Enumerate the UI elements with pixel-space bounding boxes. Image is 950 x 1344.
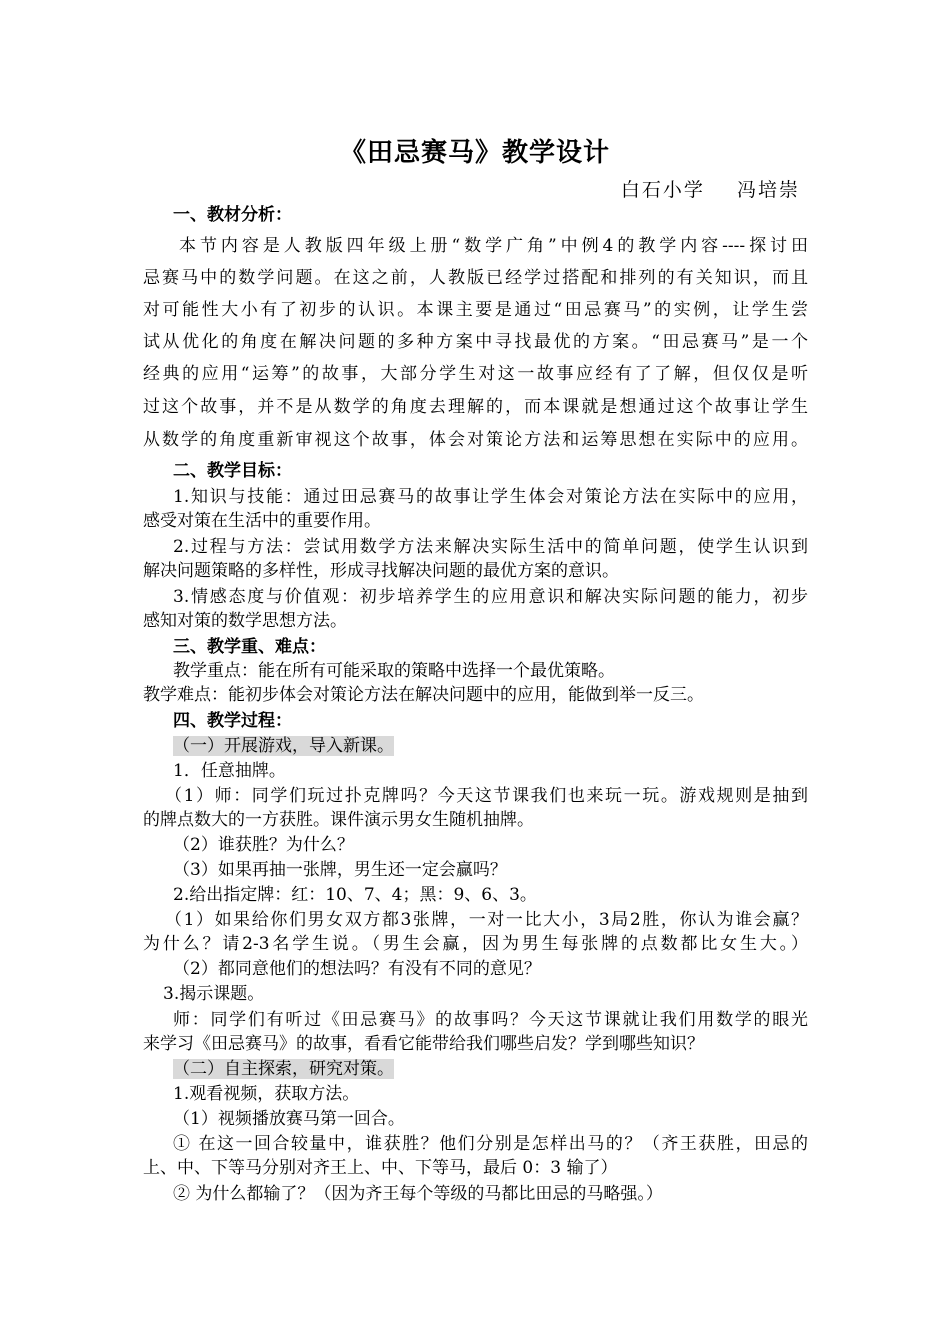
text-line: 忌赛马中的数学问题。在这之前，人教版已经学过搭配和排列的有关知识，而且 [143,268,808,288]
text-line: ① 在这一回合较量中，谁获胜？他们分别是怎样出马的？（齐王获胜，田忌的 [173,1134,808,1154]
text-line: 感知对策的数学思想方法。 [143,611,347,631]
text-line: （2）都同意他们的想法吗？有没有不同的意见？ [173,959,541,979]
text-line: （1）如果给你们男女双方都3张牌，一对一比大小，3局2胜，你认为谁会赢？ [165,910,808,930]
text-line: 1．任意抽牌。 [173,761,286,781]
text-line: 教学难点：能初步体会对策论方法在解决问题中的应用，能做到举一反三。 [143,685,704,705]
text-line: 的牌点数大的一方获胜。课件演示男女生随机抽牌。 [143,810,534,830]
text-line: （1）师：同学们玩过扑克牌吗？今天这节课我们也来玩一玩。游戏规则是抽到 [165,786,808,806]
text-line: （2）谁获胜？为什么？ [173,835,354,855]
text-line: 教学重点：能在所有可能采取的策略中选择一个最优策略。 [173,661,615,681]
author-line [621,175,800,202]
text-line: ② 为什么都输了？（因为齐王每个等级的马都比田忌的马略强。） [173,1184,663,1204]
text-line: 对可能性大小有了初步的认识。本课主要是通过“田忌赛马”的实例，让学生尝 [143,300,808,320]
text-line: 师：同学们有听过《田忌赛马》的故事吗？今天这节课就让我们用数学的眼光 [173,1010,808,1030]
text-line: （1）视频播放赛马第一回合。 [173,1109,405,1129]
shaded-subheading: （二）自主探索，研究对策。 [173,1059,394,1079]
text-line: （3）如果再抽一张牌，男生还一定会赢吗？ [173,860,507,880]
text-line: 1.观看视频，获取方法。 [173,1084,360,1104]
author-name: 冯培崇 [736,179,800,201]
text-line: 2.过程与方法：尝试用数学方法来解决实际生活中的简单问题，使学生认识到 [173,537,808,557]
text-line: 从数学的角度重新审视这个故事，体会对策论方法和运筹思想在实际中的应用。 [143,430,808,450]
text-line [173,1058,394,1080]
text-line: 解决问题策略的多样性，形成寻找解决问题的最优方案的意识。 [143,561,619,581]
text-line: 3.揭示课题。 [163,984,265,1004]
text-line: 过这个故事，并不是从数学的角度去理解的，而本课就是想通过这个故事让学生 [143,397,808,417]
section-heading: 三、教学重、难点： [173,637,326,657]
text-line: 为什么？请2-3名学生说。（男生会赢，因为男生每张牌的点数都比女生大。） [143,934,808,954]
section-heading: 四、教学过程： [173,711,292,731]
section-heading: 二、教学目标： [173,461,292,481]
text-line: 感受对策在生活中的重要作用。 [143,511,381,531]
text-line [173,735,394,757]
document-title: 《田忌赛马》教学设计 [339,138,610,168]
text-line: 本节内容是人教版四年级上册“数学广角”中例4的教学内容----探讨田 [179,236,808,256]
section-heading: 一、教材分析： [173,205,292,225]
text-line: 试从优化的角度在解决问题的多种方案中寻找最优的方案。“田忌赛马”是一个 [143,332,808,352]
text-line: 上、中、下等马分别对齐王上、中、下等马，最后 0：3 输了） [143,1158,618,1178]
text-line: 1.知识与技能：通过田忌赛马的故事让学生体会对策论方法在实际中的应用， [173,487,808,507]
text-line: 3.情感态度与价值观：初步培养学生的应用意识和解决实际问题的能力，初步 [173,587,808,607]
text-line: 经典的应用“运筹”的故事，大部分学生对这一故事应经有了了解，但仅仅是听 [143,364,808,384]
text-line: 2.给出指定牌：红：10、7、4；黑：9、6、3。 [173,885,537,905]
author-school: 白石小学 [620,179,705,201]
text-line: 来学习《田忌赛马》的故事，看看它能带给我们哪些启发？学到哪些知识？ [143,1034,704,1054]
shaded-subheading: （一）开展游戏，导入新课。 [173,736,394,756]
